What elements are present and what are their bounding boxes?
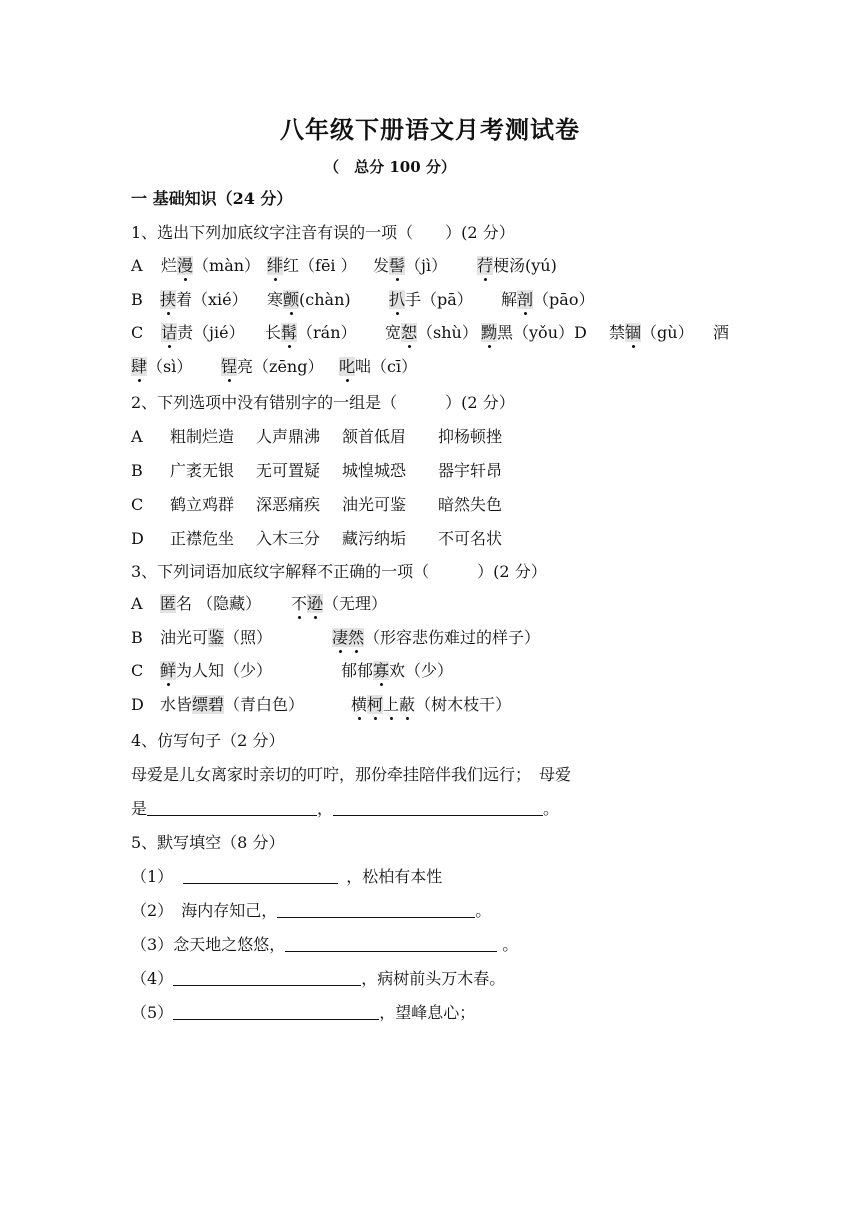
word-text: 红（fēi ） [283,256,357,275]
word-text: 解 [501,290,518,309]
word-text: 着（xié） [176,290,248,309]
item-text: ，松柏有本性 [346,867,443,886]
option-word: 正襟危坐 [170,529,235,548]
highlighted-char: 挟 [160,290,177,309]
item-text: ，病树前头万木春。 [361,969,506,988]
option-word [161,255,260,277]
item-text: 。 [475,901,492,920]
option-label: A [131,594,143,613]
highlighted-char: 髯 [281,323,298,342]
highlighted-char: 颤 [283,290,300,309]
option-label: D [131,529,144,548]
item-number: （5） [131,1003,174,1022]
option-word: 器宇轩昂 [438,461,503,480]
highlighted-char: 然 [348,628,365,647]
option-word [481,322,587,344]
item-text: ，望峰息心； [379,1003,476,1022]
option-label: B [131,461,143,480]
highlighted-char: 锃 [221,357,238,376]
option-word [291,593,387,615]
answer-suffix: 。 [543,799,560,818]
highlighted-char: 剖 [517,290,534,309]
word-text: 手（pā） [405,290,473,309]
answer-blank[interactable] [183,867,338,884]
question-4-stem: 4、仿写句子（2 分） [131,731,285,750]
word-text: 烂 [161,256,178,275]
word-text: （树木枝干） [415,695,512,714]
highlighted-char: 缥碧 [192,695,225,714]
highlighted-char: 肆 [131,357,148,376]
word-text: 为人知（少） [176,661,273,680]
option-word [131,356,192,378]
word-text: 郁郁 [341,661,374,680]
option-word [267,289,351,311]
page-subtitle: （ 总分 100 分） [324,158,456,176]
option-word [221,356,323,378]
word-text: 油光可 [160,628,209,647]
word-text: 禁 [609,323,626,342]
option-word: 入木三分 [256,529,321,548]
answer-blank[interactable] [285,935,497,952]
highlighted-char: 绯 [267,256,284,275]
word-text: （màn） [193,256,261,275]
option-word: 酒 [713,323,730,342]
question-3-stem: 3、下列词语加底纹字解释不正确的一项（ ）(2 分） [131,562,547,581]
word-text: (chàn) [299,290,351,309]
option-word: 颔首低眉 [342,427,407,446]
option-word: 深恶痛疾 [256,495,321,514]
option-label: C [131,661,144,680]
word-text: 上 [383,695,400,714]
highlighted-char: 鲜 [160,661,177,680]
option-word: 城惶城恐 [342,461,407,480]
answer-prefix: 是 [131,799,148,818]
option-word [160,289,248,311]
answer-blank[interactable] [277,901,475,918]
option-word: 抑杨顿挫 [438,427,503,446]
highlighted-char: 叱 [339,357,356,376]
item-number: （1） [131,867,174,886]
word-text: 横 [351,695,368,714]
word-text: （shù） [417,323,478,342]
answer-blank[interactable] [333,799,543,816]
highlighted-char: 髻 [389,256,406,275]
option-label: A [131,256,143,275]
word-text: 欢（少） [389,661,454,680]
word-text: 名 （隐藏） [176,594,262,613]
item-text: 海内存知己， [181,901,278,920]
item-number: （4） [131,969,174,988]
question-5-stem: 5、默写填空（8 分） [131,833,285,852]
highlighted-char: 柯 [367,695,384,714]
word-text: 水皆 [160,695,193,714]
option-word: 油光可鉴 [342,495,407,514]
option-word [609,322,694,344]
word-text: 宽 [385,323,402,342]
option-word [477,255,557,277]
question-4-answer-line [131,798,559,820]
highlighted-char: 荇 [477,256,494,275]
word-text: （无理） [323,594,388,613]
option-word [389,289,473,311]
option-word [385,322,478,344]
word-text: （rán） [297,323,357,342]
word-text: 亮（zēng） [237,357,324,376]
highlighted-char: 锢 [625,323,642,342]
option-word: 暗然失色 [438,495,503,514]
word-text: 蔽 [399,695,416,714]
highlighted-char: 漫 [177,256,194,275]
highlighted-char: 诘 [161,323,178,342]
option-word [160,627,272,649]
option-label: D [131,695,144,714]
option-label: C [131,323,144,342]
item-number: （2） [131,901,174,920]
option-word [160,694,304,716]
option-word [160,660,272,682]
word-text: 寒 [267,290,284,309]
answer-blank[interactable] [173,969,361,986]
highlighted-char: 逊 [307,594,324,613]
option-word: 不可名状 [438,529,503,548]
option-word [267,255,357,277]
question-4-prompt: 母爱是儿女离家时亲切的叮咛，那份牵挂陪伴我们远行； 母爱 [131,765,572,784]
option-label: C [131,495,144,514]
option-word: 粗制烂造 [170,427,235,446]
option-word [265,322,357,344]
word-text: 黑（yǒu）D [497,323,587,342]
highlighted-char: 恕 [401,323,418,342]
word-text: 咄（cī） [355,357,418,376]
word-text: 发 [373,256,390,275]
answer-separator: ， [317,799,334,818]
option-word [341,660,453,682]
question-5-item [131,934,518,956]
highlighted-char: 扒 [389,290,406,309]
question-5-item [131,866,442,888]
question-1-stem: 1、选出下列加底纹字注音有误的一项（ ）(2 分） [131,223,515,242]
highlighted-char: 凄 [332,628,349,647]
option-label: B [131,628,143,647]
question-5-item [131,1002,475,1024]
highlighted-char: 黝 [481,323,498,342]
page-title: 八年级下册语文月考测试卷 [280,115,580,144]
word-text: 不 [291,594,308,613]
word-text: （sì） [147,357,193,376]
option-word: 鹤立鸡群 [170,495,235,514]
item-number: （3） [131,935,174,954]
option-word [332,627,540,649]
word-text: 长 [265,323,282,342]
answer-blank[interactable] [173,1003,379,1020]
highlighted-char: 鉴 [208,628,225,647]
question-2-stem: 2、下列选项中没有错别字的一组是（ ）(2 分） [131,393,515,412]
word-text: （pāo） [533,290,595,309]
option-label: B [131,290,143,309]
word-text: （gù） [641,323,694,342]
option-word: 人声鼎沸 [256,427,321,446]
word-text: （青白色） [224,695,305,714]
item-text: 。 [497,935,519,954]
section-heading: 一 基础知识（24 分） [131,189,293,208]
option-word [160,593,261,615]
word-text: （照） [224,628,273,647]
option-word [351,694,511,716]
question-5-item [131,968,505,990]
word-text: （形容悲伤难过的样子） [364,628,541,647]
option-word: 无可置疑 [256,461,321,480]
question-5-item [131,900,491,922]
word-text: 梗汤(yú) [493,256,557,275]
option-word [501,289,594,311]
option-word: 藏污纳垢 [342,529,407,548]
option-word [339,356,417,378]
word-text: 责（jié） [177,323,245,342]
option-word: 广袤无银 [170,461,235,480]
item-text: 念天地之悠悠， [173,935,286,954]
option-word [373,255,447,277]
option-label: A [131,427,143,446]
highlighted-char: 匿 [160,594,177,613]
option-word [161,322,245,344]
answer-blank[interactable] [147,799,317,816]
highlighted-char: 寡 [373,661,390,680]
word-text: （jì） [405,256,448,275]
